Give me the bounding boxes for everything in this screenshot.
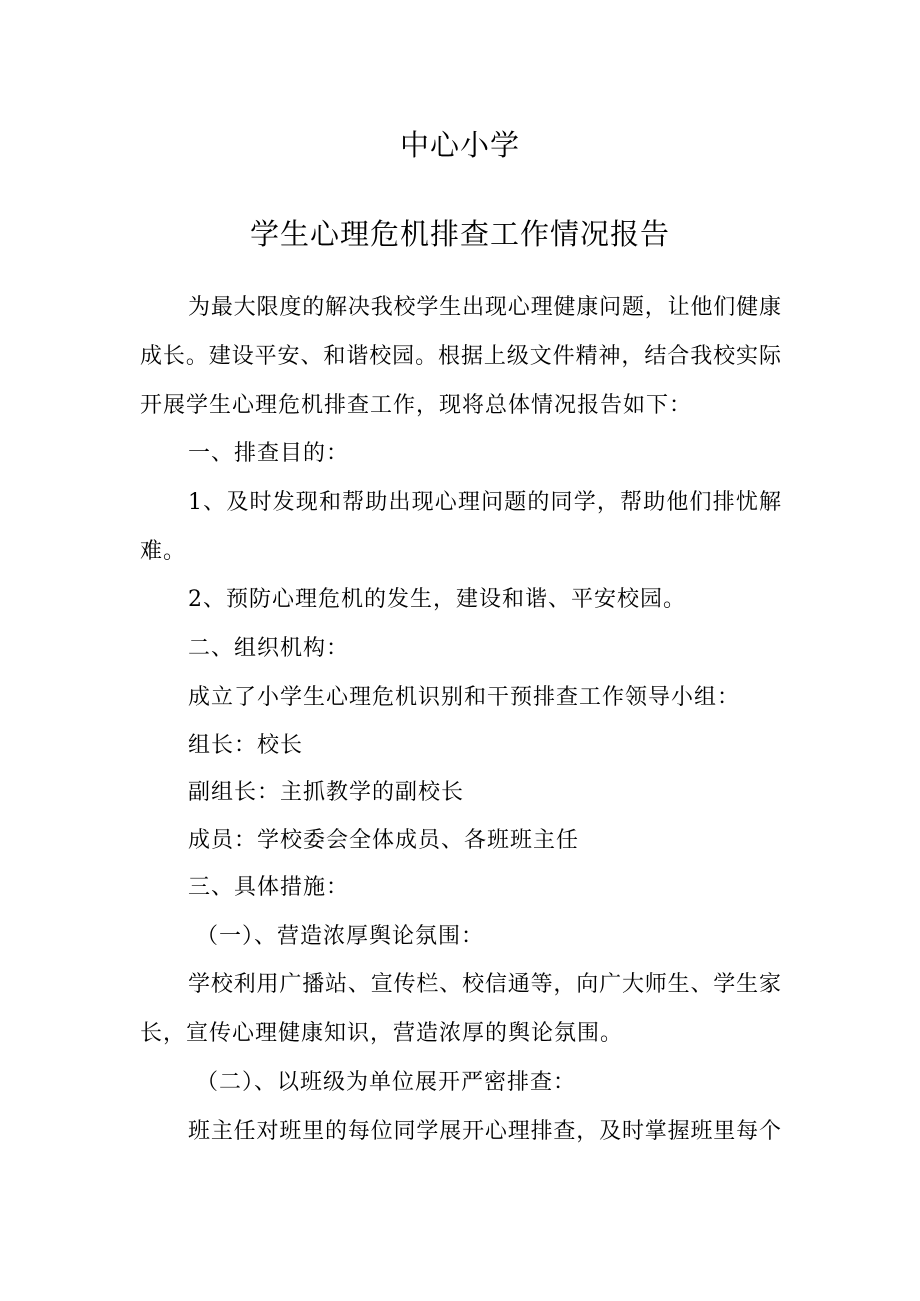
paragraph-intro-line-2: 成长。建设平安、和谐校园。根据上级文件精神，结合我校实际 (140, 344, 781, 369)
section-heading-measures: 三、具体措施： (188, 875, 350, 900)
organization-members: 成员：学校委会全体成员、各班班主任 (188, 828, 580, 853)
measure-1-line-1: 学校利用广播站、宣传栏、校信通等，向广大师生、学生家 (188, 972, 781, 997)
organization-intro: 成立了小学生心理危机识别和干预排查工作领导小组： (188, 685, 741, 710)
organization-deputy-leader: 副组长：主抓教学的副校长 (188, 780, 465, 805)
measure-2-line-1: 班主任对班里的每位同学展开心理排查，及时掌握班里每个 (188, 1119, 781, 1144)
section-heading-purpose: 一、排查目的： (188, 441, 350, 466)
purpose-item-1-line-2: 难。 (140, 539, 187, 564)
school-title: 中心小学 (399, 128, 520, 162)
organization-leader: 组长：校长 (188, 733, 304, 758)
report-title: 学生心理危机排查工作情况报告 (249, 217, 670, 251)
paragraph-intro-line-1: 为最大限度的解决我校学生出现心理健康问题，让他们健康 (188, 295, 781, 320)
purpose-item-2: 2、预防心理危机的发生，建设和谐、平安校园。 (188, 587, 686, 612)
measure-1-heading: （一）、营造浓厚舆论氛围： (196, 924, 485, 949)
measure-1-line-2: 长，宣传心理健康知识，营造浓厚的舆论氛围。 (140, 1021, 624, 1046)
measure-2-heading: （二）、以班级为单位展开严密排查： (196, 1070, 577, 1095)
section-heading-organization: 二、组织机构： (188, 636, 350, 661)
paragraph-intro-line-3: 开展学生心理危机排查工作，现将总体情况报告如下： (140, 393, 693, 418)
purpose-item-1-line-1: 1、及时发现和帮助出现心理问题的同学，帮助他们排忧解 (188, 490, 781, 515)
